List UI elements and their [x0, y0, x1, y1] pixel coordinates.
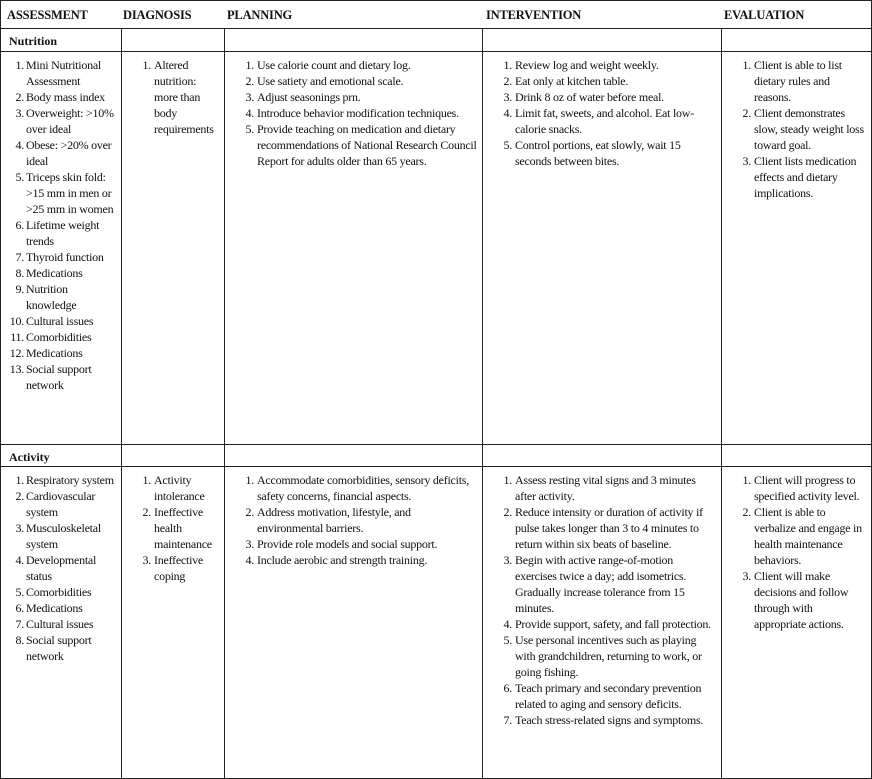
nutrition-evaluation-cell	[721, 51, 872, 444]
item-text: Obese: >20% over ideal	[26, 138, 112, 168]
list-item	[3, 345, 117, 361]
item-number: 1.	[15, 473, 24, 487]
item-number: 3.	[15, 106, 24, 120]
activity-diagnosis-cell	[121, 466, 224, 779]
nutrition-assessment-list	[3, 57, 117, 393]
item-number: 2.	[503, 505, 512, 519]
item-number: 12.	[9, 346, 24, 360]
list-item	[126, 57, 220, 137]
item-number: 1.	[742, 473, 751, 487]
item-text: Ineffective coping	[154, 553, 203, 583]
activity-assessment-cell	[0, 466, 121, 779]
item-number: 7.	[15, 250, 24, 264]
activity-planning-cell	[224, 466, 482, 779]
item-text: Overweight: >10% over ideal	[26, 106, 114, 136]
item-number: 7.	[15, 617, 24, 631]
item-number: 7.	[503, 713, 512, 727]
item-text: Client will make decisions and follow through with appropriate actions.	[754, 569, 849, 631]
item-text: Review log and weight weekly.	[515, 58, 659, 72]
item-text: Drink 8 oz of water before meal.	[515, 90, 664, 104]
item-text: Limit fat, sweets, and alcohol. Eat low-calorie snacks.	[515, 106, 694, 136]
item-text: Client lists medication effects and dietary implications.	[754, 154, 857, 200]
item-number: 11.	[10, 330, 24, 344]
activity-diagnosis-list	[126, 472, 220, 584]
section-title-cell	[721, 28, 872, 51]
item-number: 1.	[142, 58, 151, 72]
item-text: Use calorie count and dietary log.	[257, 58, 411, 72]
list-item	[487, 712, 717, 728]
list-item	[229, 73, 478, 89]
list-item	[3, 57, 117, 89]
item-number: 1.	[15, 58, 24, 72]
activity-intervention-list	[487, 472, 717, 728]
section-title: Nutrition	[9, 34, 57, 48]
item-number: 3.	[503, 90, 512, 104]
item-text: Medications	[26, 266, 83, 280]
item-number: 1.	[503, 473, 512, 487]
item-text: Begin with active range-of-motion exercises twice a day; add isometrics. Gradually increase tolerance from 15 minutes.	[515, 553, 687, 615]
list-item	[726, 153, 867, 201]
item-text: Nutrition knowledge	[26, 282, 77, 312]
item-text: Provide support, safety, and fall protection.	[515, 617, 711, 631]
list-item	[229, 536, 478, 552]
item-number: 6.	[503, 681, 512, 695]
item-text: Social support network	[26, 362, 92, 392]
section-title-cell	[224, 28, 482, 51]
header-assessment: ASSESSMENT	[7, 8, 88, 22]
header-intervention: INTERVENTION	[486, 8, 582, 22]
item-text: Client is able to verbalize and engage in health maintenance behaviors.	[754, 505, 862, 567]
nutrition-planning-cell	[224, 51, 482, 444]
item-number: 2.	[142, 505, 151, 519]
item-text: Body mass index	[26, 90, 105, 104]
list-item	[3, 552, 117, 584]
nutrition-diagnosis-list	[126, 57, 220, 137]
list-item	[487, 73, 717, 89]
list-item	[487, 504, 717, 552]
item-number: 3.	[245, 537, 254, 551]
list-item	[3, 281, 117, 313]
list-item	[726, 504, 867, 568]
list-item	[229, 121, 478, 169]
item-text: Client demonstrates slow, steady weight loss toward goal.	[754, 106, 864, 152]
item-text: Use satiety and emotional scale.	[257, 74, 404, 88]
item-number: 5.	[503, 633, 512, 647]
item-text: Comorbidities	[26, 585, 92, 599]
item-number: 13.	[9, 362, 24, 376]
list-item	[229, 57, 478, 73]
activity-evaluation-list	[726, 472, 867, 632]
list-item	[3, 329, 117, 345]
table-header-row	[0, 0, 872, 29]
list-item	[726, 568, 867, 632]
item-text: Musculoskeletal system	[26, 521, 101, 551]
item-number: 2.	[245, 74, 254, 88]
item-text: Triceps skin fold: >15 mm in men or >25 mm in women	[26, 170, 114, 216]
section-title-activity	[0, 444, 121, 466]
item-number: 4.	[503, 106, 512, 120]
item-number: 6.	[15, 218, 24, 232]
item-text: Developmental status	[26, 553, 97, 583]
section-title-cell	[224, 444, 482, 466]
section-title-cell	[482, 28, 721, 51]
item-text: Lifetime weight trends	[26, 218, 100, 248]
list-item	[229, 89, 478, 105]
list-item	[3, 249, 117, 265]
activity-evaluation-cell	[721, 466, 872, 779]
list-item	[3, 472, 117, 488]
list-item	[229, 105, 478, 121]
list-item	[126, 552, 220, 584]
list-item	[3, 313, 117, 329]
list-item	[3, 169, 117, 217]
item-text: Use personal incentives such as playing with grandchildren, returning to work, or going fishing.	[515, 633, 702, 679]
list-item	[487, 552, 717, 616]
nutrition-assessment-cell	[0, 51, 121, 444]
section-title-nutrition	[0, 28, 121, 51]
list-item	[487, 137, 717, 169]
item-text: Cultural issues	[26, 314, 94, 328]
list-item	[3, 217, 117, 249]
item-text: Cardiovascular system	[26, 489, 96, 519]
item-number: 5.	[245, 122, 254, 136]
list-item	[487, 472, 717, 504]
list-item	[126, 472, 220, 504]
list-item	[3, 265, 117, 281]
item-text: Ineffective health maintenance	[154, 505, 212, 551]
list-item	[126, 504, 220, 552]
item-number: 3.	[503, 553, 512, 567]
item-text: Client will progress to specified activity level.	[754, 473, 860, 503]
item-text: Comorbidities	[26, 330, 92, 344]
item-text: Medications	[26, 346, 83, 360]
section-title-cell	[121, 28, 224, 51]
item-text: Altered nutrition: more than body requirements	[154, 58, 214, 136]
item-number: 4.	[245, 553, 254, 567]
item-text: Control portions, eat slowly, wait 15 seconds between bites.	[515, 138, 681, 168]
item-number: 1.	[245, 58, 254, 72]
nutrition-evaluation-list	[726, 57, 867, 201]
item-text: Introduce behavior modification techniques.	[257, 106, 459, 120]
list-item	[3, 137, 117, 169]
item-number: 4.	[503, 617, 512, 631]
list-item	[3, 520, 117, 552]
item-number: 5.	[503, 138, 512, 152]
item-text: Mini Nutritional Assessment	[26, 58, 101, 88]
list-item	[487, 57, 717, 73]
nutrition-intervention-cell	[482, 51, 721, 444]
section-title-cell	[121, 444, 224, 466]
item-number: 1.	[503, 58, 512, 72]
item-number: 1.	[245, 473, 254, 487]
list-item	[3, 488, 117, 520]
item-number: 3.	[742, 154, 751, 168]
item-text: Activity intolerance	[154, 473, 205, 503]
header-diagnosis: DIAGNOSIS	[123, 8, 192, 22]
item-text: Respiratory system	[26, 473, 114, 487]
list-item	[229, 472, 478, 504]
item-text: Client is able to list dietary rules and reasons.	[754, 58, 842, 104]
list-item	[487, 680, 717, 712]
nutrition-planning-list	[229, 57, 478, 169]
item-number: 9.	[15, 282, 24, 296]
list-item	[726, 472, 867, 504]
list-item	[3, 89, 117, 105]
item-number: 3.	[15, 521, 24, 535]
item-text: Provide teaching on medication and dietary recommendations of National Research Council Report for adults older than 65 years.	[257, 122, 477, 168]
list-item	[487, 616, 717, 632]
list-item	[3, 600, 117, 616]
item-number: 4.	[15, 553, 24, 567]
activity-planning-list	[229, 472, 478, 568]
list-item	[487, 632, 717, 680]
item-number: 4.	[245, 106, 254, 120]
nutrition-intervention-list	[487, 57, 717, 169]
list-item	[487, 89, 717, 105]
item-text: Social support network	[26, 633, 92, 663]
item-text: Teach stress-related signs and symptoms.	[515, 713, 704, 727]
item-number: 2.	[742, 505, 751, 519]
item-number: 3.	[142, 553, 151, 567]
list-item	[229, 504, 478, 536]
item-number: 6.	[15, 601, 24, 615]
list-item	[726, 105, 867, 153]
item-number: 5.	[15, 170, 24, 184]
item-text: Adjust seasonings prn.	[257, 90, 361, 104]
item-number: 4.	[15, 138, 24, 152]
list-item	[3, 584, 117, 600]
list-item	[3, 105, 117, 137]
item-text: Medications	[26, 601, 83, 615]
item-number: 1.	[742, 58, 751, 72]
item-text: Eat only at kitchen table.	[515, 74, 629, 88]
item-number: 8.	[15, 266, 24, 280]
activity-intervention-cell	[482, 466, 721, 779]
section-title: Activity	[9, 450, 50, 464]
list-item	[3, 632, 117, 664]
item-number: 3.	[245, 90, 254, 104]
item-text: Reduce intensity or duration of activity if pulse takes longer than 3 to 4 minutes to return within six beats of baseline.	[515, 505, 703, 551]
item-number: 2.	[742, 106, 751, 120]
section-title-cell	[721, 444, 872, 466]
item-number: 5.	[15, 585, 24, 599]
item-number: 2.	[245, 505, 254, 519]
item-text: Assess resting vital signs and 3 minutes after activity.	[515, 473, 696, 503]
item-number: 2.	[503, 74, 512, 88]
item-number: 2.	[15, 489, 24, 503]
activity-assessment-list	[3, 472, 117, 664]
item-text: Teach primary and secondary prevention related to aging and sensory deficits.	[515, 681, 702, 711]
item-number: 8.	[15, 633, 24, 647]
nutrition-diagnosis-cell	[121, 51, 224, 444]
item-text: Provide role models and social support.	[257, 537, 438, 551]
item-text: Address motivation, lifestyle, and environmental barriers.	[257, 505, 411, 535]
list-item	[3, 616, 117, 632]
list-item	[229, 552, 478, 568]
item-text: Include aerobic and strength training.	[257, 553, 428, 567]
item-number: 1.	[142, 473, 151, 487]
list-item	[3, 361, 117, 393]
header-planning: PLANNING	[227, 8, 293, 22]
list-item	[487, 105, 717, 137]
header-evaluation: EVALUATION	[724, 8, 805, 22]
list-item	[726, 57, 867, 105]
item-number: 3.	[742, 569, 751, 583]
item-text: Cultural issues	[26, 617, 94, 631]
item-text: Thyroid function	[26, 250, 104, 264]
section-title-cell	[482, 444, 721, 466]
item-text: Accommodate comorbidities, sensory deficits, safety concerns, financial aspects.	[257, 473, 469, 503]
item-number: 10.	[9, 314, 24, 328]
item-number: 2.	[15, 90, 24, 104]
